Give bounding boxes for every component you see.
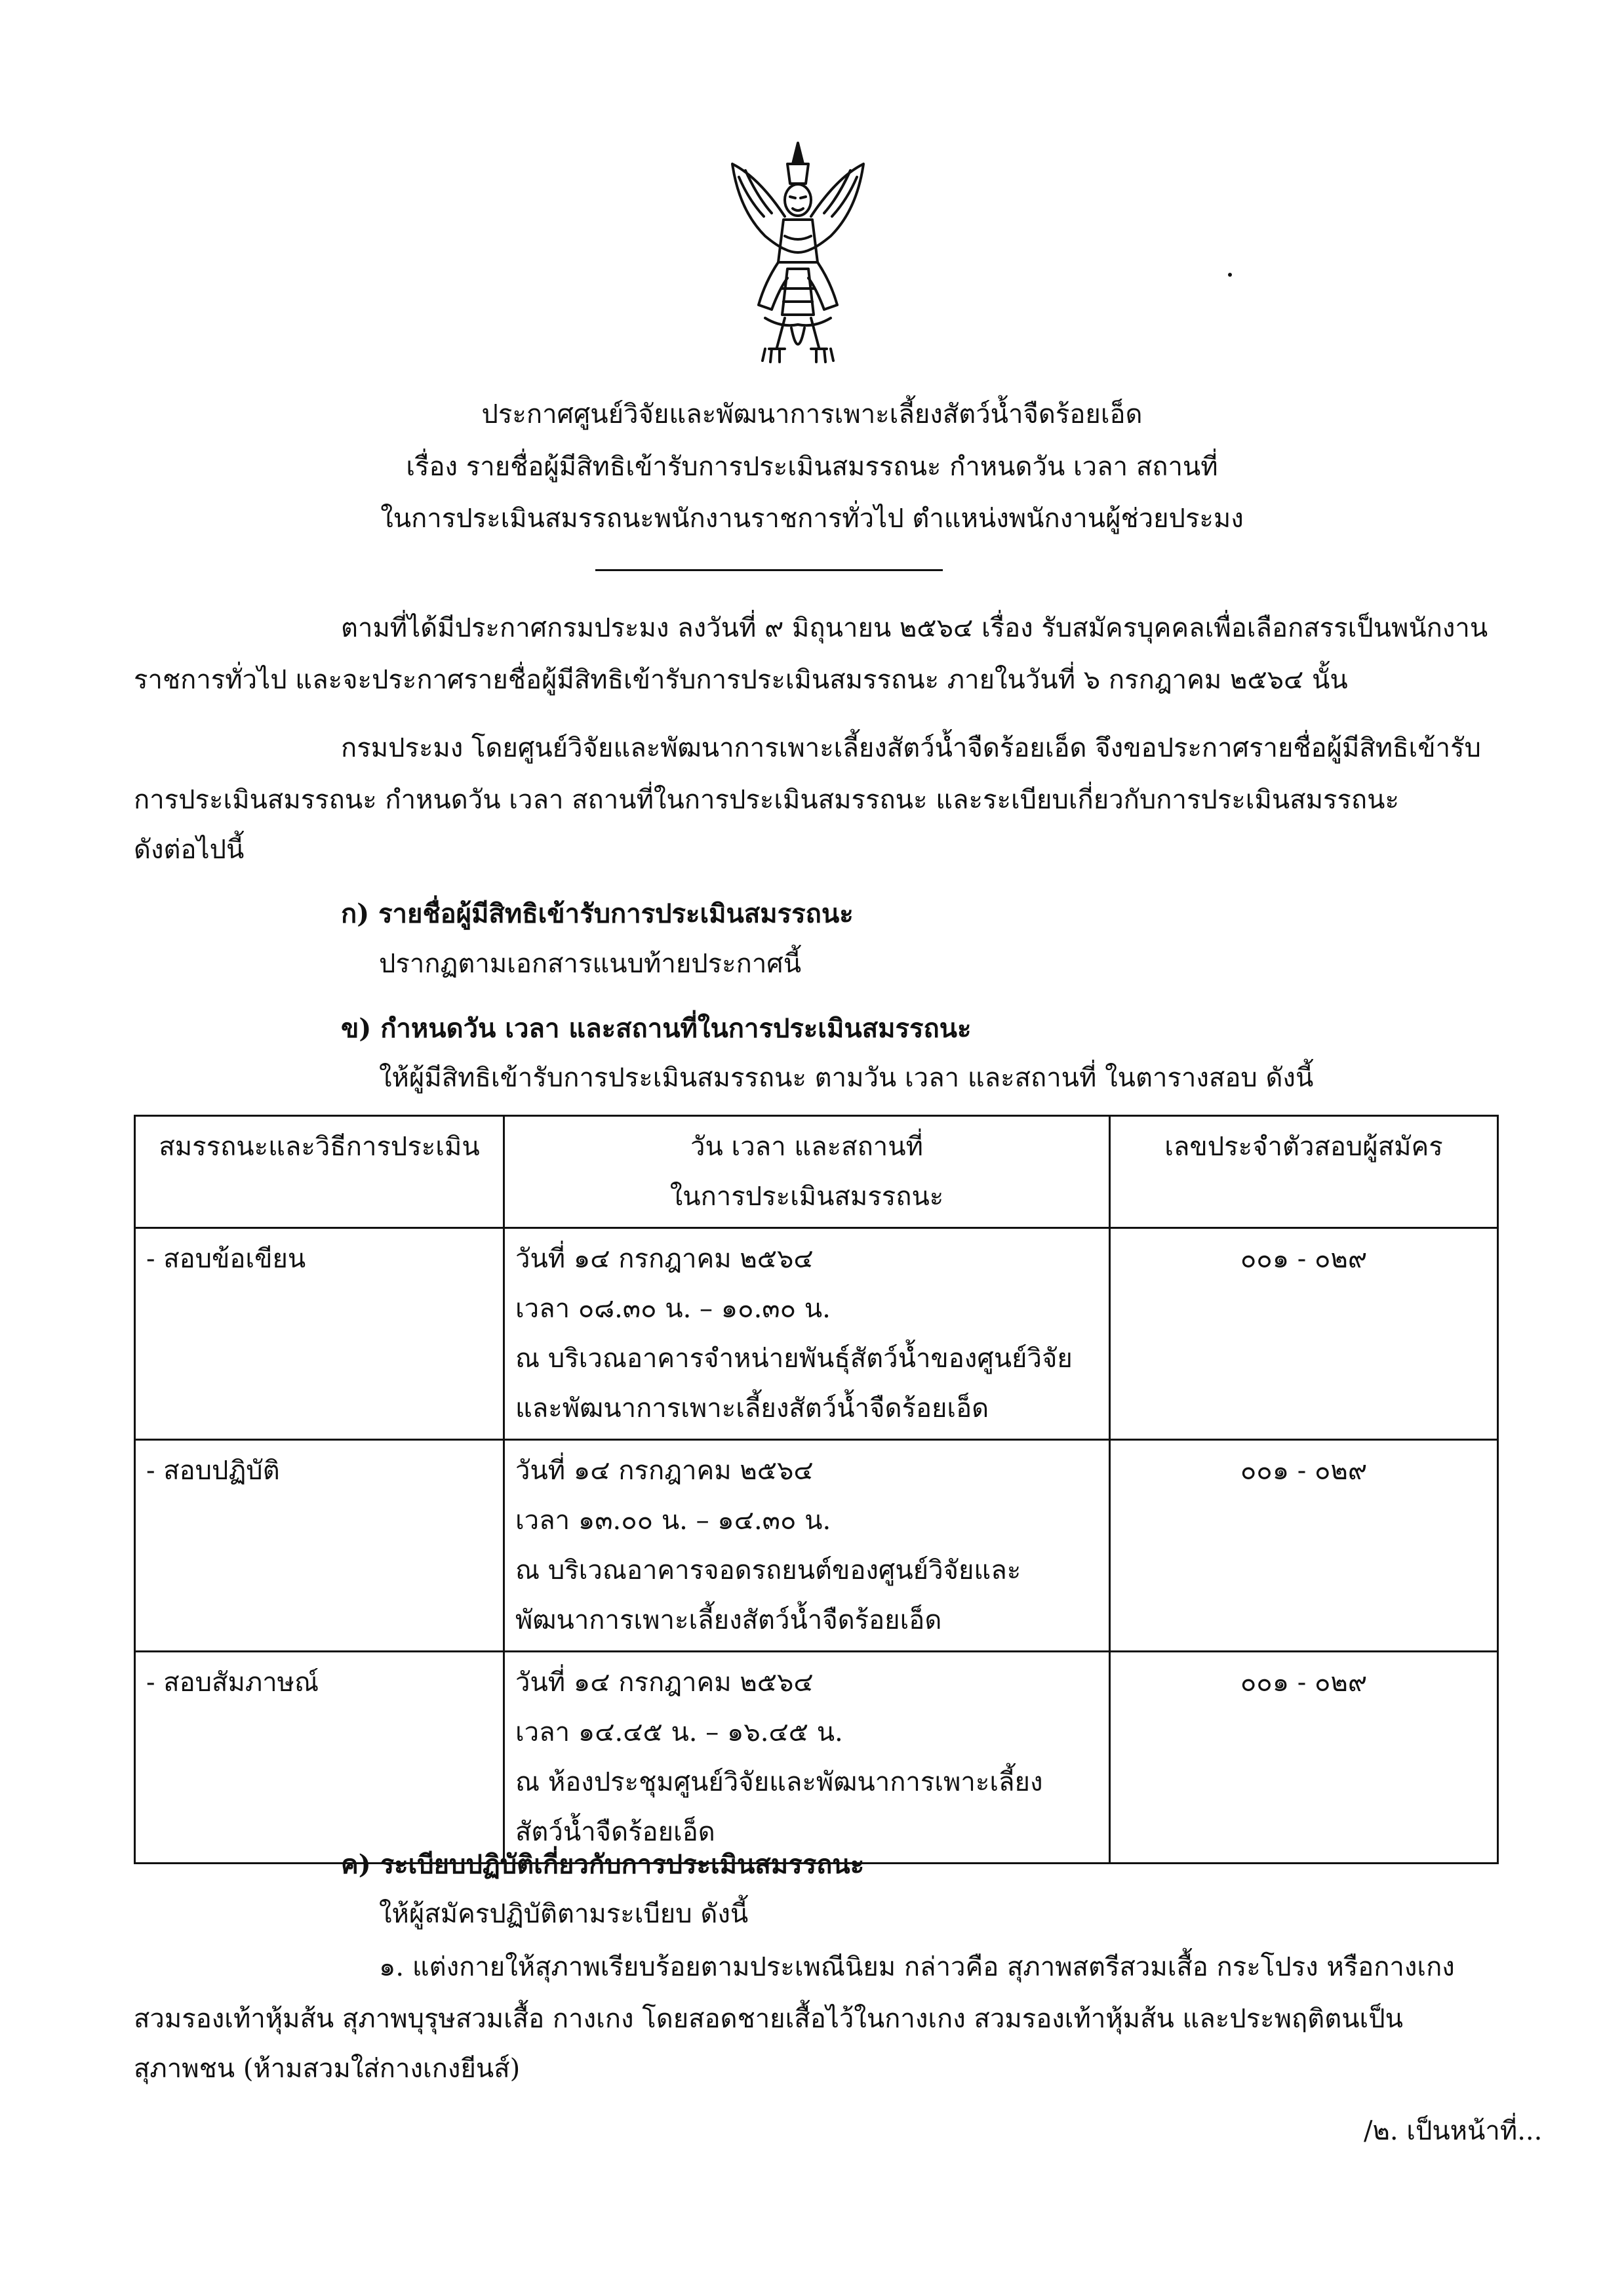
rule-item-1-line-1: ๑. แต่งกายให้สุภาพเรียบร้อยตามประเพณีนิยม กล่าวคือ สุภาพสตรีสวมเสื้อ กระโปรง หรือกางเกง: [379, 1952, 1455, 1982]
para2-line-2: การประเมินสมรรถนะ กำหนดวัน เวลา สถานที่ในการประเมินสมรรถนะ และระเบียบเกี่ยวกับการประเมินสมรรถนะ: [134, 785, 1399, 815]
row-candidate-ids: ๐๐๑ - ๐๒๙: [1110, 1440, 1498, 1652]
title-line-2: เรื่อง รายชื่อผู้มีสิทธิเข้ารับการประเมินสมรรถนะ กำหนดวัน เวลา สถานที่: [406, 452, 1218, 482]
header-candidate-ids: เลขประจำตัวสอบผู้สมัคร: [1110, 1116, 1498, 1228]
row-candidate-ids: ๐๐๑ - ๐๒๙: [1110, 1228, 1498, 1440]
row-schedule: วันที่ ๑๔ กรกฎาคม ๒๕๖๔ เวลา ๐๘.๓๐ น. – ๑๐.๓๐ น. ณ บริเวณอาคารจำหน่ายพันธุ์สัตว์น้ำของศูนย์วิจัย และพัฒนาการเพาะเลี้ยงสัตว์น้ำจืดร้อยเอ็ด: [504, 1228, 1110, 1440]
section-c-heading: ค) ระเบียบปฏิบัติเกี่ยวกับการประเมินสมรรถนะ: [341, 1849, 865, 1880]
garuda-emblem-icon: [719, 138, 877, 380]
exam-schedule-table: [134, 1115, 1499, 1864]
title-line-1: ประกาศศูนย์วิจัยและพัฒนาการเพาะเลี้ยงสัตว์น้ำจืดร้อยเอ็ด: [481, 399, 1143, 429]
title-line-3: ในการประเมินสมรรถนะพนักงานราชการทั่วไป ตำแหน่งพนักงานผู้ช่วยประมง: [380, 504, 1244, 534]
header-schedule: วัน เวลา และสถานที่ ในการประเมินสมรรถนะ: [504, 1116, 1110, 1228]
table-row: [135, 1440, 1498, 1652]
table-row: [135, 1652, 1498, 1864]
table-row: [135, 1228, 1498, 1440]
row-schedule: วันที่ ๑๔ กรกฎาคม ๒๕๖๔ เวลา ๑๔.๔๕ น. – ๑๖.๔๕ น. ณ ห้องประชุมศูนย์วิจัยและพัฒนาการเพาะเลี้ยง สัตว์น้ำจืดร้อยเอ็ด: [504, 1652, 1110, 1864]
rule-item-1-line-3: สุภาพชน (ห้ามสวมใส่กางเกงยีนส์): [134, 2054, 521, 2084]
title-divider: [595, 569, 943, 571]
row-method: - สอบปฏิบัติ: [135, 1440, 504, 1652]
rule-item-1-line-2: สวมรองเท้าหุ้มส้น สุภาพบุรุษสวมเสื้อ กางเกง โดยสอดชายเสื้อไว้ในกางเกง สวมรองเท้าหุ้มส้น และประพฤติตนเป็น: [134, 2004, 1403, 2034]
para1-line-2: ราชการทั่วไป และจะประกาศรายชื่อผู้มีสิทธิเข้ารับการประเมินสมรรถนะ ภายในวันที่ ๖ กรกฎาคม ๒๕๖๔ นั้น: [134, 665, 1348, 695]
section-a-heading: ก) รายชื่อผู้มีสิทธิเข้ารับการประเมินสมรรถนะ: [341, 898, 854, 929]
para2-line-3: ดังต่อไปนี้: [134, 835, 245, 865]
section-b-text: ให้ผู้มีสิทธิเข้ารับการประเมินสมรรถนะ ตามวัน เวลา และสถานที่ ในตารางสอบ ดังนี้: [379, 1063, 1314, 1093]
para2-line-1: กรมประมง โดยศูนย์วิจัยและพัฒนาการเพาะเลี้ยงสัตว์น้ำจืดร้อยเอ็ด จึงขอประกาศรายชื่อผู้มีสิทธิเข้ารับ: [341, 733, 1481, 763]
header-method: สมรรถนะและวิธีการประเมิน: [135, 1116, 504, 1228]
table-header-row: [135, 1116, 1498, 1228]
row-schedule: วันที่ ๑๔ กรกฎาคม ๒๕๖๔ เวลา ๑๓.๐๐ น. – ๑๔.๓๐ น. ณ บริเวณอาคารจอดรถยนต์ของศูนย์วิจัยและ พัฒนาการเพาะเลี้ยงสัตว์น้ำจืดร้อยเอ็ด: [504, 1440, 1110, 1652]
row-method: - สอบข้อเขียน: [135, 1228, 504, 1440]
section-b-heading: ข) กำหนดวัน เวลา และสถานที่ในการประเมินสมรรถนะ: [341, 1013, 972, 1044]
section-c-text: ให้ผู้สมัครปฏิบัติตามระเบียบ ดังนี้: [379, 1899, 749, 1929]
section-a-text: ปรากฏตามเอกสารแนบท้ายประกาศนี้: [379, 949, 802, 979]
page-continuation: /๒. เป็นหน้าที่...: [1364, 2116, 1543, 2146]
para1-line-1: ตามที่ได้มีประกาศกรมประมง ลงวันที่ ๙ มิถุนายน ๒๕๖๔ เรื่อง รับสมัครบุคคลเพื่อเลือกสรรเป็นพนักงาน: [341, 613, 1488, 643]
row-method: - สอบสัมภาษณ์: [135, 1652, 504, 1864]
speck-mark: [1228, 273, 1232, 277]
row-candidate-ids: ๐๐๑ - ๐๒๙: [1110, 1652, 1498, 1864]
